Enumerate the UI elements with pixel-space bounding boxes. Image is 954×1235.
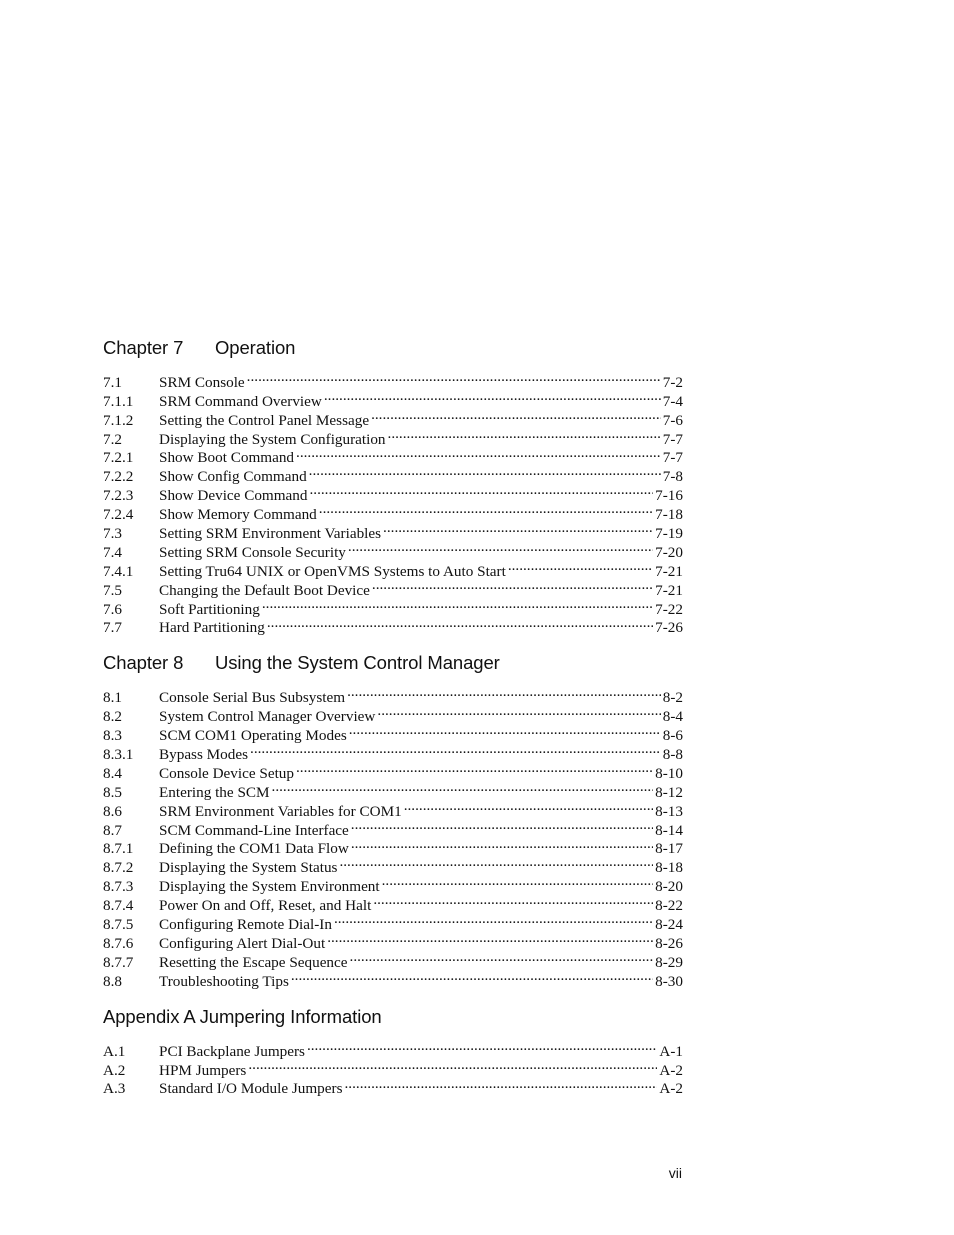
- entry-title: Troubleshooting Tips: [159, 972, 289, 990]
- entry-title: Setting the Control Panel Message: [159, 411, 370, 429]
- entry-number: 7.1.2: [103, 411, 134, 429]
- entry-title: Show Device Command: [159, 487, 308, 505]
- dot-leader: [351, 816, 653, 835]
- dot-leader: [388, 425, 661, 444]
- section-title: Jumpering Information: [199, 1005, 382, 1027]
- entry-number: A.3: [103, 1080, 126, 1098]
- entry-number: 8.1: [103, 689, 122, 707]
- entry-number: 7.2.4: [103, 506, 134, 524]
- toc-section-appendix-a: [103, 1005, 683, 1098]
- entry-title: Configuring Alert Dial-Out: [159, 934, 326, 952]
- entry-title: Show Config Command: [159, 468, 307, 486]
- entry-page: 7-26: [655, 619, 683, 637]
- entry-page: 8-10: [655, 764, 683, 782]
- entry-title: System Control Manager Overview: [159, 708, 376, 726]
- entry-page: 8-8: [662, 746, 683, 764]
- entry-page: 8-4: [662, 708, 683, 726]
- entry-page: 7-21: [655, 562, 683, 580]
- entry-title: Defining the COM1 Data Flow: [159, 840, 349, 858]
- entry-number: A.2: [103, 1061, 126, 1079]
- dot-leader: [371, 406, 661, 425]
- entry-title: Bypass Modes: [159, 746, 249, 764]
- dot-leader: [334, 910, 653, 929]
- entry-number: 8.3.1: [103, 746, 134, 764]
- entry-page: 7-18: [655, 506, 683, 524]
- toc-entries: [103, 683, 683, 990]
- entry-number: 7.1.1: [103, 392, 134, 410]
- entry-title: Console Device Setup: [159, 764, 294, 782]
- dot-leader: [296, 759, 653, 778]
- entry-page: 8-17: [655, 840, 683, 858]
- dot-leader: [348, 538, 653, 557]
- dot-leader: [347, 683, 661, 702]
- dot-leader: [350, 948, 654, 967]
- dot-leader: [248, 1056, 657, 1075]
- entry-page: 8-6: [662, 727, 683, 745]
- entry-title: Soft Partitioning: [159, 600, 260, 618]
- entry-title: Entering the SCM: [159, 783, 270, 801]
- entry-page: A-2: [659, 1061, 683, 1079]
- entry-title: HPM Jumpers: [159, 1061, 247, 1079]
- section-heading: [103, 652, 683, 674]
- entry-page: 7-8: [662, 468, 683, 486]
- dot-leader: [296, 444, 661, 463]
- toc-entry[interactable]: [103, 1037, 683, 1060]
- entry-page: A-1: [659, 1042, 683, 1060]
- dot-leader: [272, 778, 654, 797]
- dot-leader: [404, 797, 653, 816]
- entry-title: SRM Console: [159, 373, 245, 391]
- dot-leader: [351, 835, 653, 854]
- dot-leader: [307, 1037, 657, 1056]
- entry-title: Configuring Remote Dial-In: [159, 916, 332, 934]
- dot-leader: [267, 614, 653, 633]
- section-number: Chapter 8: [103, 652, 184, 674]
- dot-leader: [345, 1075, 658, 1094]
- dot-leader: [339, 853, 653, 872]
- dot-leader: [373, 891, 653, 910]
- entry-title: Setting Tru64 UNIX or OpenVMS Systems to Auto Start: [159, 562, 506, 580]
- section-heading: [103, 337, 683, 359]
- entry-number: 8.7.4: [103, 897, 134, 915]
- section-number: Appendix A: [103, 1005, 195, 1027]
- entry-page: 8-18: [655, 859, 683, 877]
- entry-page: 7-21: [655, 581, 683, 599]
- entry-page: 8-12: [655, 783, 683, 801]
- entry-number: 8.7.5: [103, 916, 134, 934]
- toc-section-chapter-8: [103, 652, 683, 990]
- dot-leader: [349, 721, 661, 740]
- entry-page: 8-22: [655, 897, 683, 915]
- entry-title: PCI Backplane Jumpers: [159, 1042, 305, 1060]
- entry-number: 8.7.2: [103, 859, 134, 877]
- entry-title: Console Serial Bus Subsystem: [159, 689, 346, 707]
- toc-entry[interactable]: [103, 368, 683, 391]
- dot-leader: [250, 740, 661, 759]
- entry-title: SRM Environment Variables for COM1: [159, 802, 402, 820]
- dot-leader: [377, 702, 660, 721]
- dot-leader: [247, 368, 661, 387]
- entry-page: 8-26: [655, 934, 683, 952]
- entry-title: Setting SRM Environment Variables: [159, 525, 382, 543]
- entry-page: 7-20: [655, 543, 683, 561]
- entry-number: 8.6: [103, 802, 122, 820]
- entry-page: 7-7: [662, 430, 683, 448]
- entry-number: 8.7: [103, 821, 122, 839]
- entry-number: 8.8: [103, 972, 122, 990]
- entry-number: 7.1: [103, 373, 122, 391]
- entry-number: 8.4: [103, 764, 122, 782]
- entry-title: Resetting the Escape Sequence: [159, 953, 348, 971]
- entry-page: 8-29: [655, 953, 683, 971]
- dot-leader: [309, 462, 661, 481]
- entry-page: 7-19: [655, 525, 683, 543]
- entry-number: 8.7.7: [103, 953, 134, 971]
- entry-title: SCM Command-Line Interface: [159, 821, 349, 839]
- entry-number: 8.7.3: [103, 878, 134, 896]
- dot-leader: [309, 481, 653, 500]
- entry-title: Hard Partitioning: [159, 619, 265, 637]
- table-of-contents: [103, 337, 683, 1098]
- entry-page: 7-6: [662, 411, 683, 429]
- entry-title: Setting SRM Console Security: [159, 543, 346, 561]
- toc-section-chapter-7: [103, 337, 683, 637]
- entry-page: 7-7: [662, 449, 683, 467]
- dot-leader: [319, 500, 653, 519]
- toc-entry[interactable]: [103, 683, 683, 707]
- entry-number: 7.6: [103, 600, 122, 618]
- dot-leader: [382, 872, 654, 891]
- entry-number: 8.7.6: [103, 934, 134, 952]
- entry-title: Show Boot Command: [159, 449, 295, 467]
- entry-page: 8-13: [655, 802, 683, 820]
- entry-number: 7.4.1: [103, 562, 134, 580]
- entry-page: 8-14: [655, 821, 683, 839]
- entry-number: A.1: [103, 1042, 126, 1060]
- dot-leader: [262, 595, 653, 614]
- entry-title: SRM Command Overview: [159, 392, 322, 410]
- entry-title: Standard I/O Module Jumpers: [159, 1080, 343, 1098]
- dot-leader: [508, 557, 653, 576]
- entry-number: 7.2.1: [103, 449, 134, 467]
- dot-leader: [383, 519, 653, 538]
- dot-leader: [327, 929, 653, 948]
- entry-number: 7.2.2: [103, 468, 134, 486]
- section-title: Using the System Control Manager: [215, 652, 500, 674]
- entry-title: SCM COM1 Operating Modes: [159, 727, 347, 745]
- toc-entries: [103, 368, 683, 637]
- entry-number: 7.5: [103, 581, 122, 599]
- dot-leader: [324, 387, 661, 406]
- section-title: Operation: [215, 337, 296, 358]
- entry-number: 8.3: [103, 727, 122, 745]
- entry-number: 7.7: [103, 619, 122, 637]
- entry-page: 8-20: [655, 878, 683, 896]
- entry-title: Power On and Off, Reset, and Halt: [159, 897, 372, 915]
- entry-number: 8.5: [103, 783, 122, 801]
- entry-number: 8.2: [103, 708, 122, 726]
- entry-page: 8-24: [655, 916, 683, 934]
- section-heading: [103, 1006, 683, 1028]
- entry-number: 8.7.1: [103, 840, 134, 858]
- section-number: Chapter 7: [103, 337, 184, 358]
- page-number: vii: [668, 1165, 682, 1181]
- entry-title: Changing the Default Boot Device: [159, 581, 370, 599]
- dot-leader: [291, 967, 653, 986]
- entry-number: 7.2: [103, 430, 122, 448]
- entry-page: 7-16: [655, 487, 683, 505]
- entry-title: Displaying the System Environment: [159, 878, 380, 896]
- entry-title: Displaying the System Status: [159, 859, 338, 877]
- entry-number: 7.3: [103, 525, 122, 543]
- entry-title: Displaying the System Configuration: [159, 430, 386, 448]
- entry-page: 7-22: [655, 600, 683, 618]
- dot-leader: [372, 576, 653, 595]
- entry-page: A-2: [659, 1080, 683, 1098]
- entry-number: 7.2.3: [103, 487, 134, 505]
- entry-page: 7-4: [662, 392, 683, 410]
- entry-page: 8-2: [662, 689, 683, 707]
- entry-page: 7-2: [662, 373, 683, 391]
- entry-number: 7.4: [103, 543, 122, 561]
- entry-title: Show Memory Command: [159, 506, 317, 524]
- entry-page: 8-30: [655, 972, 683, 990]
- toc-entries: [103, 1037, 683, 1098]
